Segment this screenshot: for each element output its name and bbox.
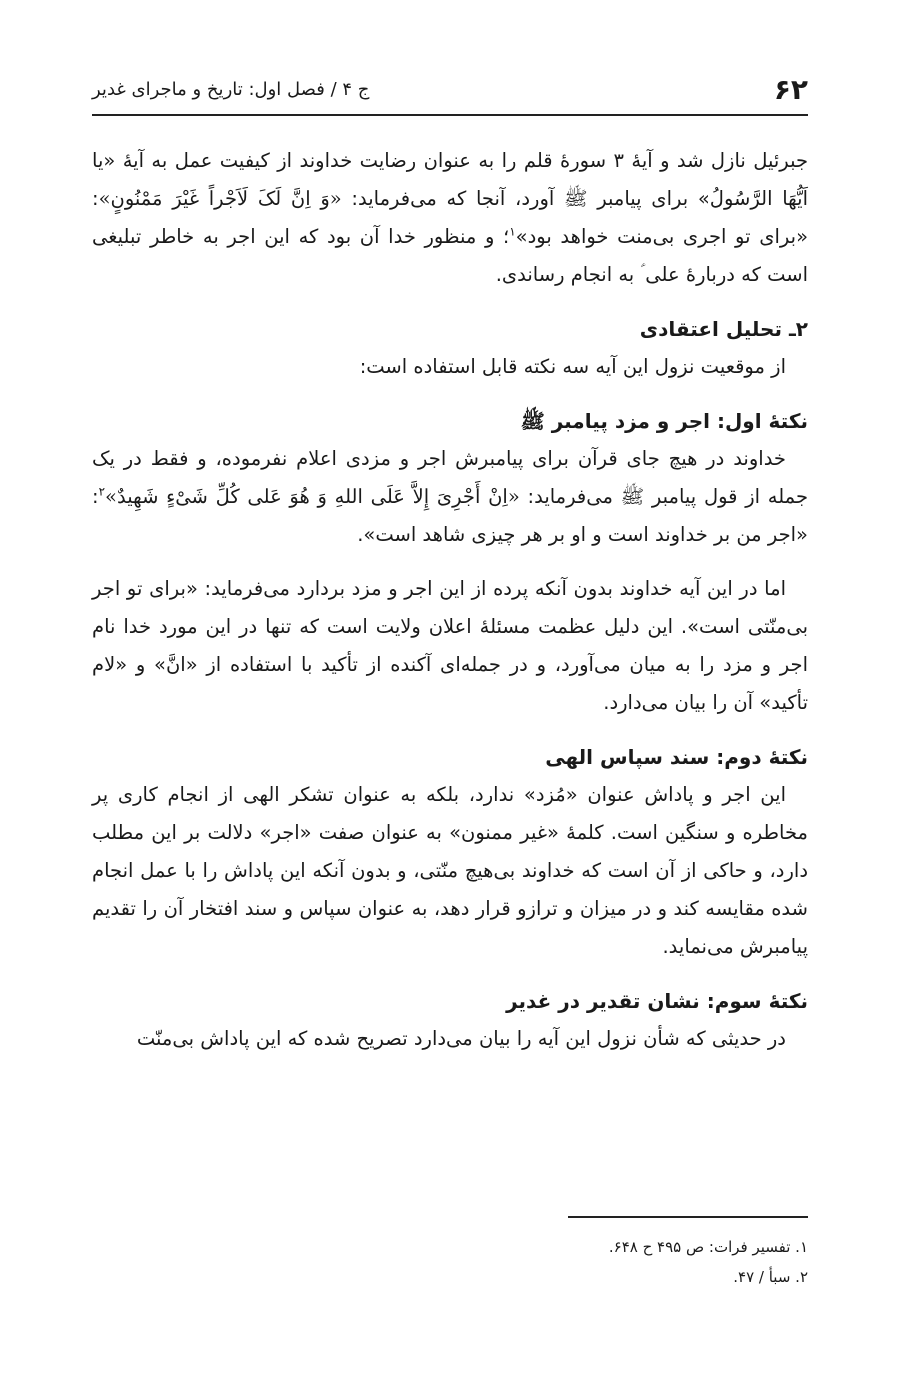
section-heading: نکتهٔ سوم: نشان تقدیر در غدیر [506, 989, 808, 1013]
footnote-ref: ۱ [509, 224, 516, 239]
footnote-divider [568, 1216, 808, 1218]
page-header [92, 64, 808, 116]
page-body [92, 142, 808, 1058]
paragraph: خداوند در هیچ جای قرآن برای پیامبرش اجر و مزدی اعلام نفرموده، و فقط در یک جمله از قول پیامبر ﷺ می‌فرماید: «اِنْ أَجْرِیَ إِلاَّ عَلَی اللهِ وَ هُوَ عَلی کُلِّ شَیْءٍ شَهِیدٌ»$^۲$: «اجر من بر خداوند است و او بر هر چیزی شاهد است». [92, 447, 809, 546]
section-heading: نکتهٔ اول: اجر و مزد پیامبر ﷺ [520, 409, 808, 433]
paragraph: در حدیثی که شأن نزول این آیه را بیان می‌دارد تصریح شده که این پاداش بی‌منّت [136, 1027, 786, 1050]
quran-verse: «اِنْ أَجْرِیَ إِلاَّ عَلَی اللهِ وَ هُوَ عَلی کُلِّ شَیْءٍ شَهِیدٌ» [105, 485, 520, 508]
paragraph: این اجر و پاداش عنوان «مُزد» ندارد، بلکه به عنوان تشکر الهی از انجام کاری پر مخاطره و سنگین است. کلمهٔ «غیر ممنون» به عنوان صفت «اجر» دلالت بر این مطلب دارد، و حاکی از آن است که خداوند بی‌هیچ منّتی، و بدون آنکه این پاداش را با عمل انجام شده مقایسه کند و در میزان و ترازو قرار دهد، به عنوان سپاس و سند افتخار آن را تقدیم پیامبرش می‌نماید. [92, 783, 808, 958]
page-number: ۶۲ [773, 72, 808, 106]
running-title: ج ۴ / فصل اول: تاریخ و ماجرای غدیر [92, 78, 370, 100]
footnote-ref: ۲ [98, 484, 106, 499]
section-heading: ۲ـ تحلیل اعتقادی [639, 317, 808, 341]
paragraph: اما در این آیه خداوند بدون آنکه پرده از این اجر و مزد بردارد می‌فرماید: «برای تو اجر بی‌منّتی است». این دلیل عظمت مسئلهٔ اعلان ولایت است که تنها در این مورد خدا نام اجر و مزد را به میان می‌آورد، و در جمله‌ای آکنده از تأکید با استفاده از «انَّ» و «لام تأکید» آن را بیان می‌دارد. [92, 577, 808, 714]
paragraph: از موقعیت نزول این آیه سه نکته قابل استفاده است: [359, 355, 786, 378]
paragraph: جبرئیل نازل شد و آیهٔ ۳ سورهٔ قلم را به عنوان رضایت خداوند از کیفیت عمل به آیهٔ «یا اَیُّهَا الرَّسُولُ» برای پیامبر ﷺ آورد، آنجا که می‌فرماید: «وَ اِنَّ لَکَ لَاَجْراً غَیْرَ مَمْنُونٍ»: «برای تو اجری بی‌منت خواهد بود»$^۱$؛ و منظور خدا آن بود که این اجر به خاطر تبلیغی است که دربارهٔ علی ؑ به انجام رساندی. [92, 149, 809, 286]
footnote: ۲. سبأ / ۴۷. [733, 1268, 808, 1286]
footnote: ۱. تفسیر فرات: ص ۴۹۵ ح ۶۴۸. [608, 1238, 808, 1256]
footnotes [92, 1232, 808, 1292]
quran-verse: «وَ اِنَّ لَکَ لَاَجْراً غَیْرَ مَمْنُونٍ» [98, 187, 342, 210]
section-heading: نکتهٔ دوم: سند سپاس الهی [545, 745, 808, 769]
